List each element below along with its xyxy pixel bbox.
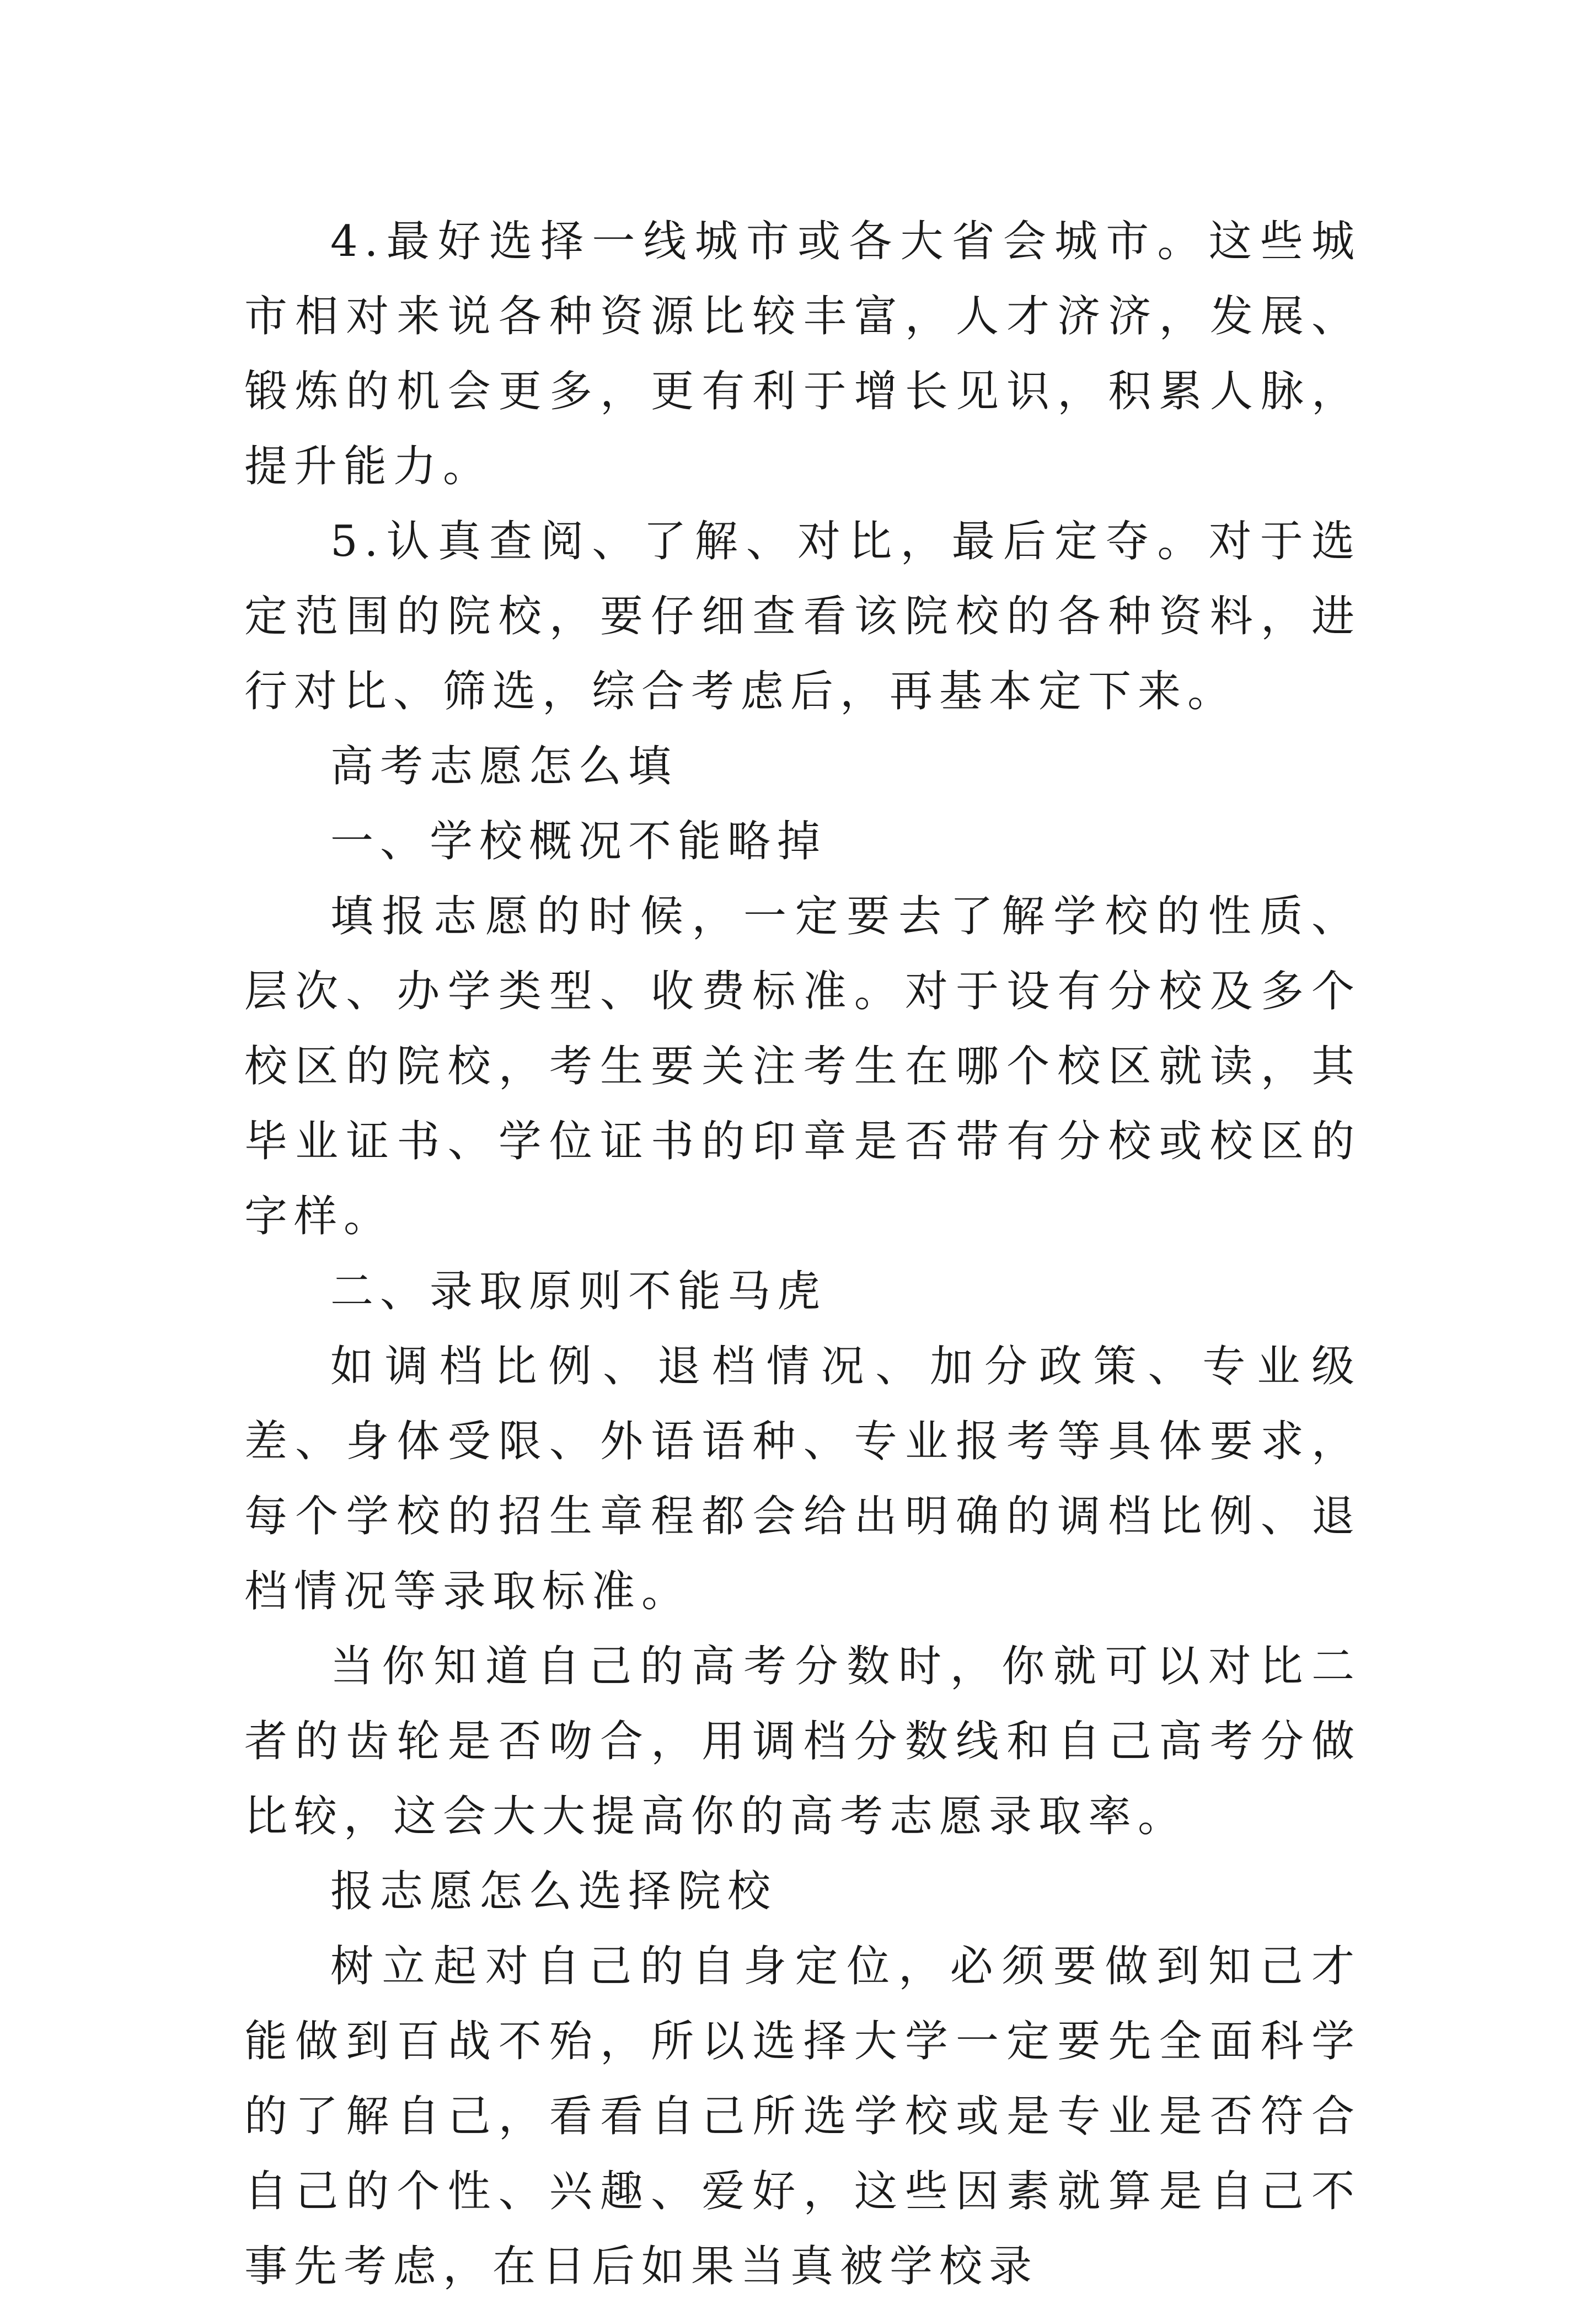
paragraph-item-4-cities: 4.最好选择一线城市或各大省会城市。这些城市相对来说各种资源比较丰富，人才济济，发展、锻炼的机会更多，更有利于增长见识，积累人脉，提升能力。 <box>244 217 1361 491</box>
paragraph-self-positioning: 树立起对自己的自身定位，必须要做到知己才能做到百战不殆，所以选择大学一定要先全面科学的了解自己，看看自己所选学校或是专业是否符合自己的个性、兴趣、爱好，这些因素就算是自己不事先考虑，在日后如果当真被学校录 <box>244 1942 1361 2291</box>
paragraph-score-comparison: 当你知道自己的高考分数时，你就可以对比二者的齿轮是否吻合，用调档分数线和自己高考分做比较，这会大大提高你的高考志愿录取率。 <box>244 1642 1361 1841</box>
paragraph-admission-principles: 如调档比例、退档情况、加分政策、专业级差、身体受限、外语语种、专业报考等具体要求，每个学校的招生章程都会给出明确的调档比例、退档情况等录取标准。 <box>244 1342 1361 1616</box>
section-heading-how-to-fill: 高考志愿怎么填 <box>330 742 678 791</box>
paragraph-item-5-compare: 5.认真查阅、了解、对比，最后定夺。对于选定范围的院校，要仔细查看该院校的各种资料，进行对比、筛选，综合考虑后，再基本定下来。 <box>244 517 1361 716</box>
section-heading-choose-school: 报志愿怎么选择院校 <box>330 1867 778 1916</box>
subheading-school-overview: 一、学校概况不能略掉 <box>330 817 827 866</box>
paragraph-school-overview: 填报志愿的时候，一定要去了解学校的性质、层次、办学类型、收费标准。对于设有分校及多个校区的院校，考生要关注考生在哪个校区就读，其毕业证书、学位证书的印章是否带有分校或校区的字样。 <box>244 892 1361 1241</box>
document-body <box>244 204 1361 2304</box>
subheading-admission-principles: 二、录取原则不能马虎 <box>330 1267 827 1316</box>
